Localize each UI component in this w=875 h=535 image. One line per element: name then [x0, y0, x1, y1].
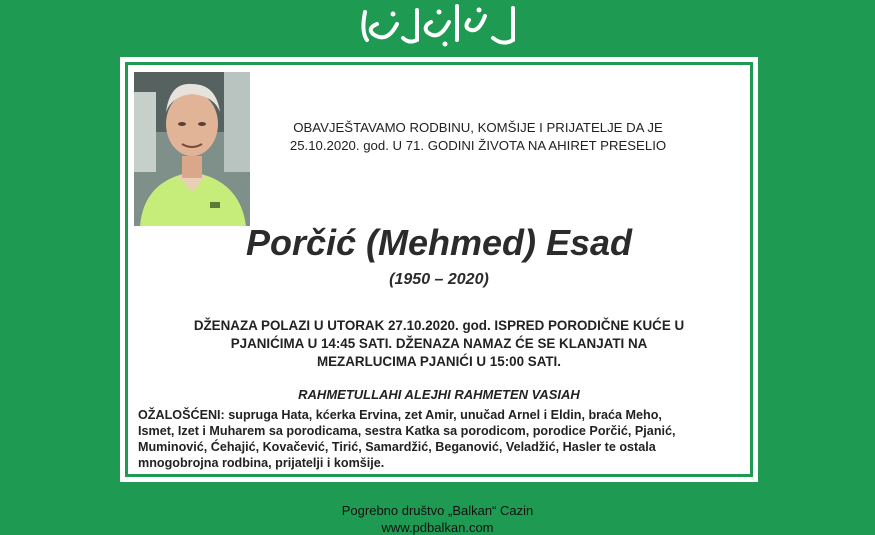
intro-line-1: OBAVJEŠTAVAMO RODBINU, KOMŠIJE I PRIJATELJE DA JE — [293, 120, 663, 135]
mourners-list — [138, 407, 742, 471]
mourners-line-2: Ismet, Izet i Muharem sa porodicama, sestra Katka sa porodicom, porodice Porčić, Pjanić, — [138, 424, 676, 438]
announcement-intro — [258, 119, 698, 155]
portrait-photo — [134, 72, 250, 226]
funeral-line-1: DŽENAZA POLAZI U UTORAK 27.10.2020. god. ISPRED PORODIČNE KUĆE U — [193, 318, 685, 333]
arabic-calligraphy-icon — [0, 0, 875, 50]
funeral-line-2: PJANIĆIMA U 14:45 SATI. DŽENAZA NAMAZ ĆE SE KLANJATI NA — [230, 336, 648, 351]
calligraphy-glyphs — [353, 2, 523, 48]
funeral-line-3: MEZARLUCIMA PJANIĆI U 15:00 SATI. — [316, 354, 562, 369]
mourners-line-1: OŽALOŠĆENI: supruga Hata, kćerka Ervina, zet Amir, unučad Arnel i Eldin, braća Meho, — [138, 408, 662, 422]
deceased-years: (1950 – 2020) — [389, 271, 489, 288]
prayer-line: RAHMETULLAHI ALEJHI RAHMETEN VASIAH — [298, 387, 580, 402]
deceased-name: Porčić (Mehmed) Esad — [245, 222, 633, 263]
mourners-line-4: mnogobrojna rodbina, prijatelji i komšije. — [138, 456, 385, 470]
funeral-details — [160, 317, 718, 371]
obituary-card — [120, 57, 758, 482]
mourners-line-3: Muminović, Ćehajić, Kovačević, Tirić, Samardžić, Beganović, Veladžić, Hasler te ostala — [138, 440, 656, 454]
funeral-company-website: www.pdbalkan.com — [381, 520, 494, 535]
intro-line-2: 25.10.2020. god. U 71. GODINI ŽIVOTA NA AHIRET PRESELIO — [289, 138, 667, 153]
funeral-company-name: Pogrebno društvo „Balkan“ Cazin — [341, 503, 534, 518]
